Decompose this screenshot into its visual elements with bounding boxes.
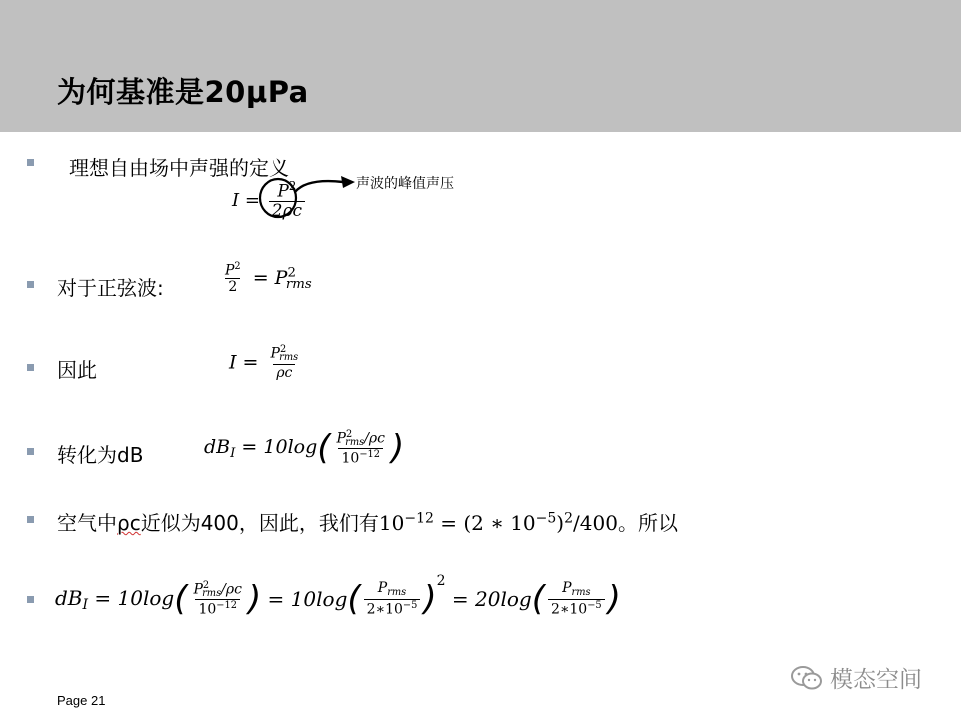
bullet-text-definition: 理想自由场中声强的定义	[69, 156, 289, 180]
wechat-icon	[790, 665, 824, 691]
bullet-marker	[27, 596, 34, 603]
text-approx: 近似为400，因此，我们有	[140, 511, 379, 535]
bullet-marker	[27, 159, 34, 166]
bullet-marker	[27, 448, 34, 455]
equation-sine-rms: $\frac{P^2}{2}$ = $P^2_{rms}$	[225, 261, 312, 296]
text-rho-c: ρc	[117, 511, 141, 535]
equation-intensity-definition: I = $\frac{P^2}{2\rho c}$	[232, 180, 308, 221]
peak-pressure-callout	[255, 168, 365, 220]
bullet-text-air-impedance	[57, 507, 678, 536]
equation-intensity-rms: I = $\frac{P^2_{rms}}{\rho c}$	[229, 344, 299, 381]
text-so: 。所以	[617, 511, 678, 535]
title-bar	[0, 0, 961, 132]
bullet-text-to-db: 转化为dB	[57, 443, 144, 467]
watermark	[790, 661, 922, 694]
equation-db-final: $dB_I = 10\log$( $\frac{P^2_{rms}/\rho c}{10^{-12}}$ ) = 10log( $\frac{P_{rms}}{2∗10^{-5}}$ )$^2$ = 20log( $\frac{P_{rms}}{2∗10^{-5}}$ )	[55, 573, 621, 620]
watermark-text: 模态空间	[830, 667, 922, 693]
bullet-marker	[27, 516, 34, 523]
page-number: Page 21	[57, 693, 106, 708]
bullet-marker	[27, 281, 34, 288]
bullet-text-sine-wave: 对于正弦波:	[57, 276, 164, 300]
text-air: 空气中	[57, 511, 117, 535]
bullet-text-therefore: 因此	[57, 358, 97, 382]
equation-db-intensity: $dB_I = 10\log$( $\frac{P^2_{rms}/\rho c}{10^{-12}}$ )	[204, 428, 405, 468]
bullet-marker	[27, 364, 34, 371]
equation-reference-intensity: $10^{-12} = (2$ ∗ $10^{-5})^2/400$	[378, 510, 618, 535]
peak-pressure-annotation: 声波的峰值声压	[356, 176, 454, 192]
slide-title: 为何基准是20μPa	[57, 75, 309, 109]
